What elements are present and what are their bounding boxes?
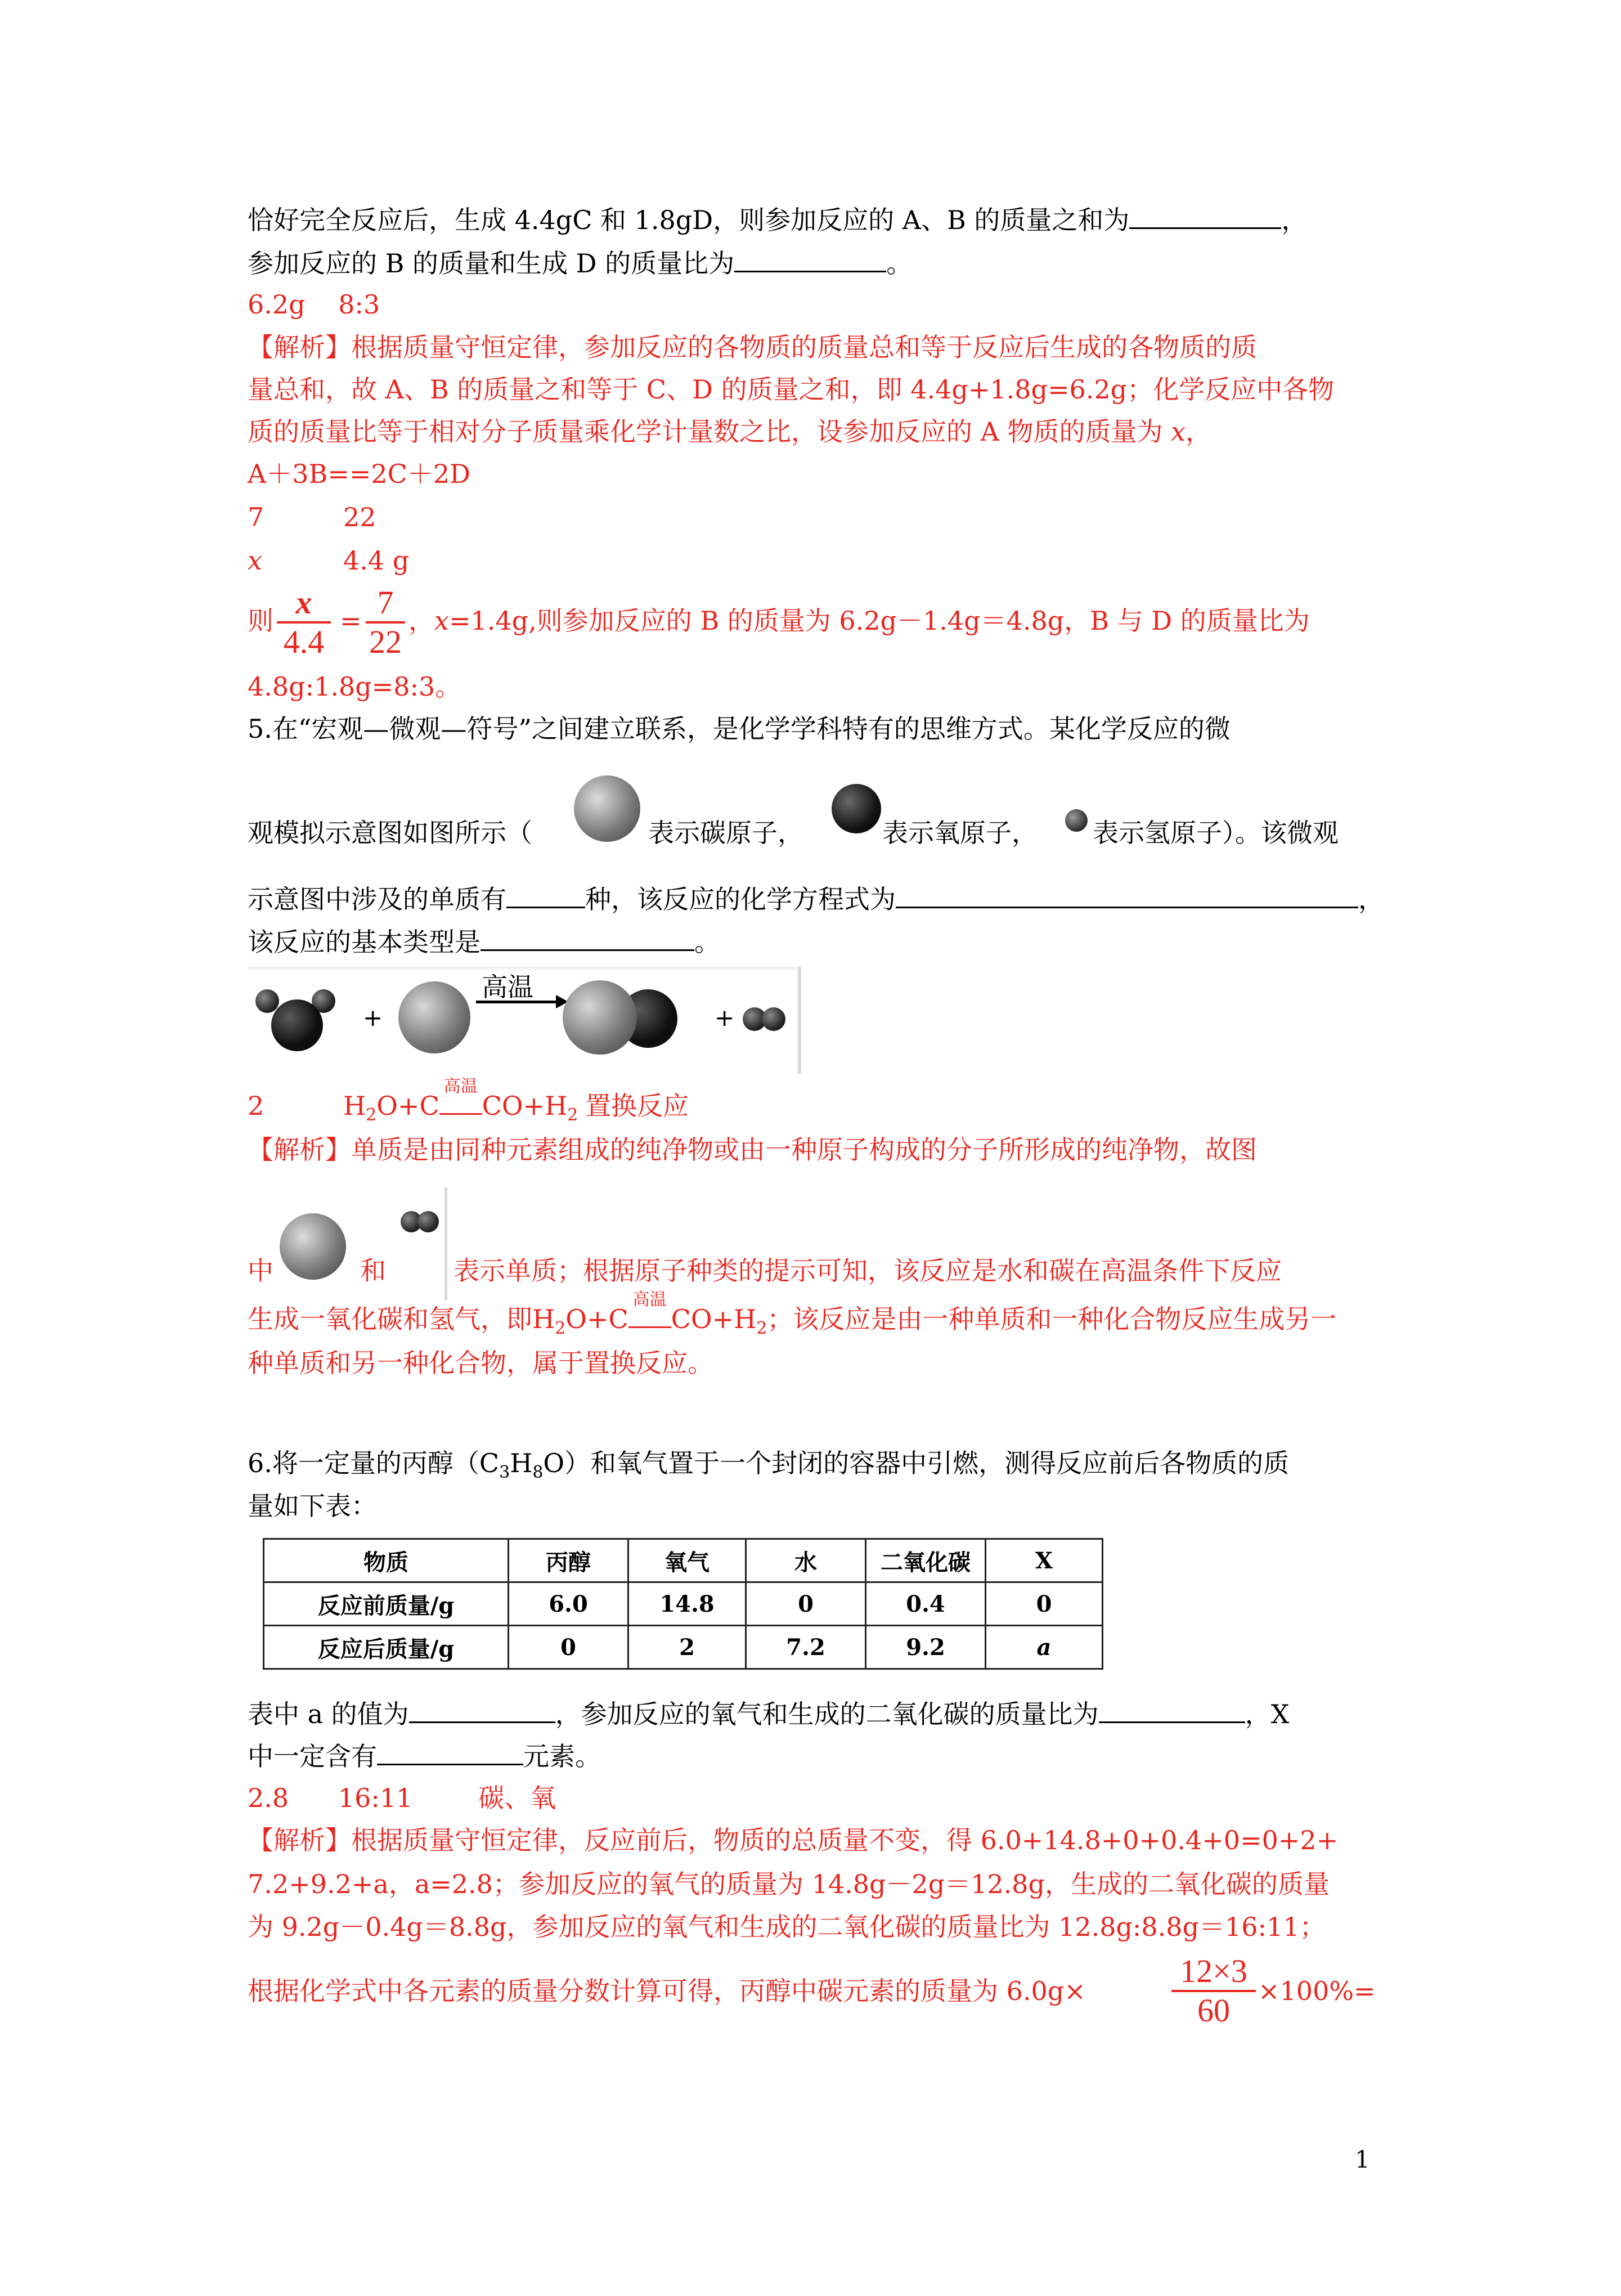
table-header-cell: 二氧化碳 — [866, 1539, 986, 1582]
q4-answer: 6.2g 8:3 — [248, 289, 380, 320]
table-row — [264, 1626, 1103, 1669]
table-header-cell: 氧气 — [628, 1539, 746, 1582]
explanation-tag: 【解析】 — [248, 1825, 351, 1855]
q6-explanation-4-end: ×100%= — [1258, 1976, 1376, 2006]
plus-sign: + — [715, 1004, 735, 1032]
q4-line-2: 参加反应的 B 的质量和生成 D 的质量比为 。 — [248, 246, 912, 280]
answer-blank[interactable] — [481, 925, 694, 951]
hydrogen-molecule-inline-icon — [401, 1211, 440, 1234]
q4-ratio-row-1: 7 22 — [248, 502, 376, 532]
table-cell: 0 — [509, 1626, 628, 1669]
carbon-atom-icon — [398, 981, 470, 1053]
reaction-arrow-icon — [476, 1001, 560, 1003]
table-cell: 7.2 — [746, 1626, 866, 1669]
q5-explanation-1: 【解析】单质是由同种元素组成的纯净物或由一种原子构成的分子所形成的纯净物，故图 — [248, 1134, 1257, 1165]
fraction-x-over-4-4: $\frac{x}{4.4}$ — [277, 584, 331, 661]
answer-blank[interactable] — [1129, 203, 1281, 229]
plus-sign: + — [363, 1004, 383, 1032]
q5-answer-equation: $H_2O+C$ 高温 $CO+H_2$ — [343, 1077, 578, 1125]
table-cell: a — [986, 1626, 1103, 1669]
reaction-condition: 高温 — [628, 1302, 671, 1336]
hydrogen-molecule-icon — [743, 1007, 793, 1032]
hydrogen-atom-icon — [417, 1211, 439, 1232]
carbon-atom-legend-icon — [574, 775, 640, 842]
fraction-7-over-22: $\frac{7}{22}$ — [366, 584, 405, 661]
q5-explanation-3: 生成一氧化碳和氢气，即$H_2O+C$ 高温 $CO+H_2$；该反应是由一种单质和一种化合物反应生成另一 — [248, 1290, 1337, 1338]
fraction-equals: = — [340, 606, 362, 636]
table-cell: 9.2 — [866, 1626, 986, 1669]
table-cell: 0 — [986, 1582, 1103, 1626]
q6-answer: 2.8 16:11 碳、氧 — [248, 1783, 556, 1813]
table-header-cell: 水 — [746, 1539, 866, 1582]
answer-blank[interactable] — [506, 882, 585, 908]
answer-blank[interactable] — [734, 246, 886, 272]
table-row — [264, 1582, 1103, 1626]
mass-table — [263, 1538, 1103, 1670]
table-cell: 0 — [746, 1582, 866, 1626]
q4-explanation-2: 量总和，故 A、B 的质量之和等于 C、D 的质量之和，即 4.4g+1.8g=6.2g；化学反应中各物 — [248, 374, 1335, 405]
q4-then-label: 则 — [248, 606, 273, 636]
q5-line-4: 该反应的基本类型是 。 — [248, 925, 720, 959]
q5-line-1: 5.在“宏观—微观—符号”之间建立联系，是化学学科特有的思维方式。某化学反应的微 — [248, 714, 1231, 744]
q4-after-fraction: ，x=1.4g,则参加反应的 B 的质量为 6.2g－1.4g＝4.8g，B 与 D 的质量比为 — [408, 606, 1310, 636]
reaction-diagram — [248, 967, 810, 1074]
table-cell: 14.8 — [628, 1582, 746, 1626]
oxygen-atom-icon — [271, 999, 323, 1051]
fraction-12x3-over-60: $\frac{12\times 3}{60}$ — [1171, 1953, 1256, 2029]
table-header-cell: 物质 — [264, 1539, 509, 1582]
carbon-atom-icon — [563, 980, 637, 1055]
table-cell: 反应后质量/g — [264, 1626, 509, 1669]
q4-explanation-1: 【解析】根据质量守恒定律，参加反应的各物质的质量总和等于反应后生成的各物质的质 — [248, 332, 1257, 362]
q5-explanation-2: 中 和 表示单质；根据原子种类的提示可知，该反应是水和碳在高温条件下反应 — [248, 1255, 1282, 1286]
q4-explanation-3: 质的质量比等于相对分子质量乘化学计量数之比，设参加反应的 A 物质的质量为 x， — [248, 416, 1212, 447]
answer-blank[interactable] — [409, 1697, 555, 1723]
q6-explanation-3: 为 9.2g－0.4g＝8.8g，参加反应的氧气和生成的二氧化碳的质量比为 12.8g:8.8g＝16:11； — [248, 1912, 1326, 1942]
reaction-condition: 高温 — [439, 1089, 482, 1123]
q4-ratio-row-2: x 4.4 g — [248, 545, 410, 576]
q5-line-2: 观模拟示意图如图所示（ 表示碳原子， 表示氧原子， 表示氢原子）。该微观 — [248, 818, 1339, 848]
q5-explanation-4: 种单质和另一种化合物，属于置换反应。 — [248, 1348, 713, 1378]
q4-final: 4.8g:1.8g=8:3。 — [248, 671, 461, 702]
answer-blank[interactable] — [377, 1739, 523, 1765]
hydrogen-atom-icon — [762, 1007, 785, 1031]
q6-line-2: 量如下表： — [248, 1491, 377, 1521]
table-header-row — [264, 1539, 1103, 1582]
page-number: 1 — [1355, 2146, 1370, 2173]
q6-explanation-2: 7.2+9.2+a，a=2.8；参加反应的氧气的质量为 14.8g－2g＝12.8g，生成的二氧化碳的质量 — [248, 1869, 1330, 1899]
water-molecule-icon — [255, 989, 340, 1057]
carbon-monoxide-molecule-icon — [563, 980, 698, 1059]
explanation-tag: 【解析】 — [248, 1134, 351, 1165]
q6-line-1: 6.将一定量的丙醇$(C_3H_8O)$和氧气置于一个封闭的容器中引燃，测得反应前后各物质的质 — [248, 1448, 1290, 1482]
hydrogen-atom-legend-icon — [1065, 809, 1088, 832]
q4-equation: A＋3B==2C＋2D — [248, 459, 470, 489]
answer-blank[interactable] — [1099, 1697, 1245, 1723]
q5-line-3: 示意图中涉及的单质有 种，该反应的化学方程式为 ， — [248, 882, 1384, 916]
explanation-tag: 【解析】 — [248, 332, 351, 362]
table-cell: 6.0 — [509, 1582, 628, 1626]
inline-image-border — [444, 1187, 447, 1300]
table-cell: 2 — [628, 1626, 746, 1669]
reaction-diagram-right-border — [798, 967, 801, 1074]
hydrogen-atom-icon — [255, 989, 279, 1013]
q6-line-4: 中一定含有 元素。 — [248, 1739, 601, 1773]
table-cell: 0.4 — [866, 1582, 986, 1626]
carbon-atom-inline-icon — [280, 1213, 346, 1280]
q6-explanation-4: 根据化学式中各元素的质量分数计算可得，丙醇中碳元素的质量为 6.0g× — [248, 1976, 1086, 2006]
q6-explanation-1: 【解析】根据质量守恒定律，反应前后，物质的总质量不变，得 6.0+14.8+0+0.4+0=0+2+ — [248, 1825, 1339, 1855]
table-cell: 反应前质量/g — [264, 1582, 509, 1626]
oxygen-atom-legend-icon — [832, 784, 881, 833]
q5-answer: 2 $H_2O+C$ 高温 $CO+H_2$ 置换反应 — [248, 1089, 264, 1123]
table-header-cell: X — [986, 1539, 1103, 1582]
q6-line-3: 表中 a 的值为 ，参加反应的氧气和生成的二氧化碳的质量比为 ，X — [248, 1697, 1289, 1731]
table-header-cell: 丙醇 — [509, 1539, 628, 1582]
answer-blank[interactable] — [896, 882, 1358, 908]
high-temperature-label: 高温 — [482, 972, 533, 1002]
q4-line-1: 恰好完全反应后，生成 4.4gC 和 1.8gD，则参加反应的 A、B 的质量之和为 ， — [248, 203, 1307, 237]
